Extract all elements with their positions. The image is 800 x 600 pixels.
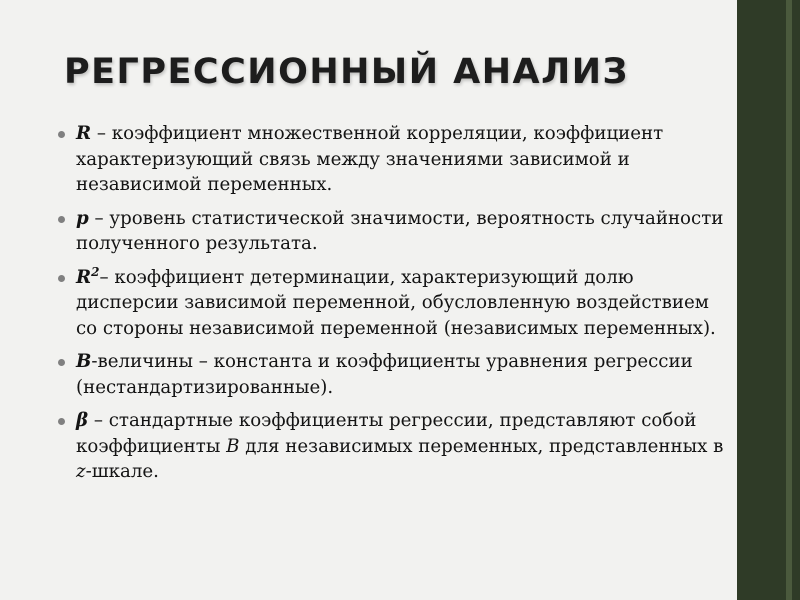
list-item-p bbox=[58, 206, 728, 257]
item-text: для независимых переменных, представленных в bbox=[239, 435, 724, 457]
list-item-r-squared bbox=[58, 265, 728, 342]
bullet-dot-icon bbox=[58, 275, 65, 282]
item-text: -шкале. bbox=[85, 461, 159, 482]
item-text-italic: B bbox=[226, 435, 240, 457]
list-item-r bbox=[58, 121, 728, 198]
item-text-italic: z bbox=[76, 461, 86, 482]
term-r-squared: $R^2$ bbox=[76, 264, 100, 288]
bullet-dot-icon bbox=[58, 131, 65, 138]
slide-title: РЕГРЕССИОННЫЙ АНАЛИЗ bbox=[64, 52, 629, 92]
term-p: р bbox=[76, 207, 89, 229]
item-text: – стандартные коэффициенты регрессии, представляют собой коэффициенты bbox=[76, 410, 697, 457]
term-b: B bbox=[76, 351, 92, 372]
side-decor-strip bbox=[786, 0, 792, 600]
item-text: -величины – константа и коэффициенты уравнения регрессии (нестандартизированные). bbox=[76, 351, 693, 398]
list-item-b bbox=[58, 349, 728, 400]
bullet-dot-icon bbox=[58, 359, 65, 366]
bullet-list bbox=[58, 121, 728, 493]
term-beta: β bbox=[76, 410, 89, 431]
item-text: – уровень статистической значимости, вероятность случайности полученного результата. bbox=[76, 207, 724, 254]
superscript: 2 bbox=[91, 264, 100, 279]
bullet-dot-icon bbox=[58, 418, 65, 425]
item-text: – коэффициент детерминации, характеризующий долю дисперсии зависимой переменной, обусловленную воздействием со стороны независимой переменной (независимых переменных). bbox=[76, 266, 716, 339]
item-text: – коэффициент множественной корреляции, коэффициент характеризующий связь между значениями зависимой и независимой переменных. bbox=[76, 123, 664, 195]
bullet-dot-icon bbox=[58, 216, 65, 223]
list-item-beta bbox=[58, 408, 728, 485]
term-r: R bbox=[76, 123, 92, 144]
